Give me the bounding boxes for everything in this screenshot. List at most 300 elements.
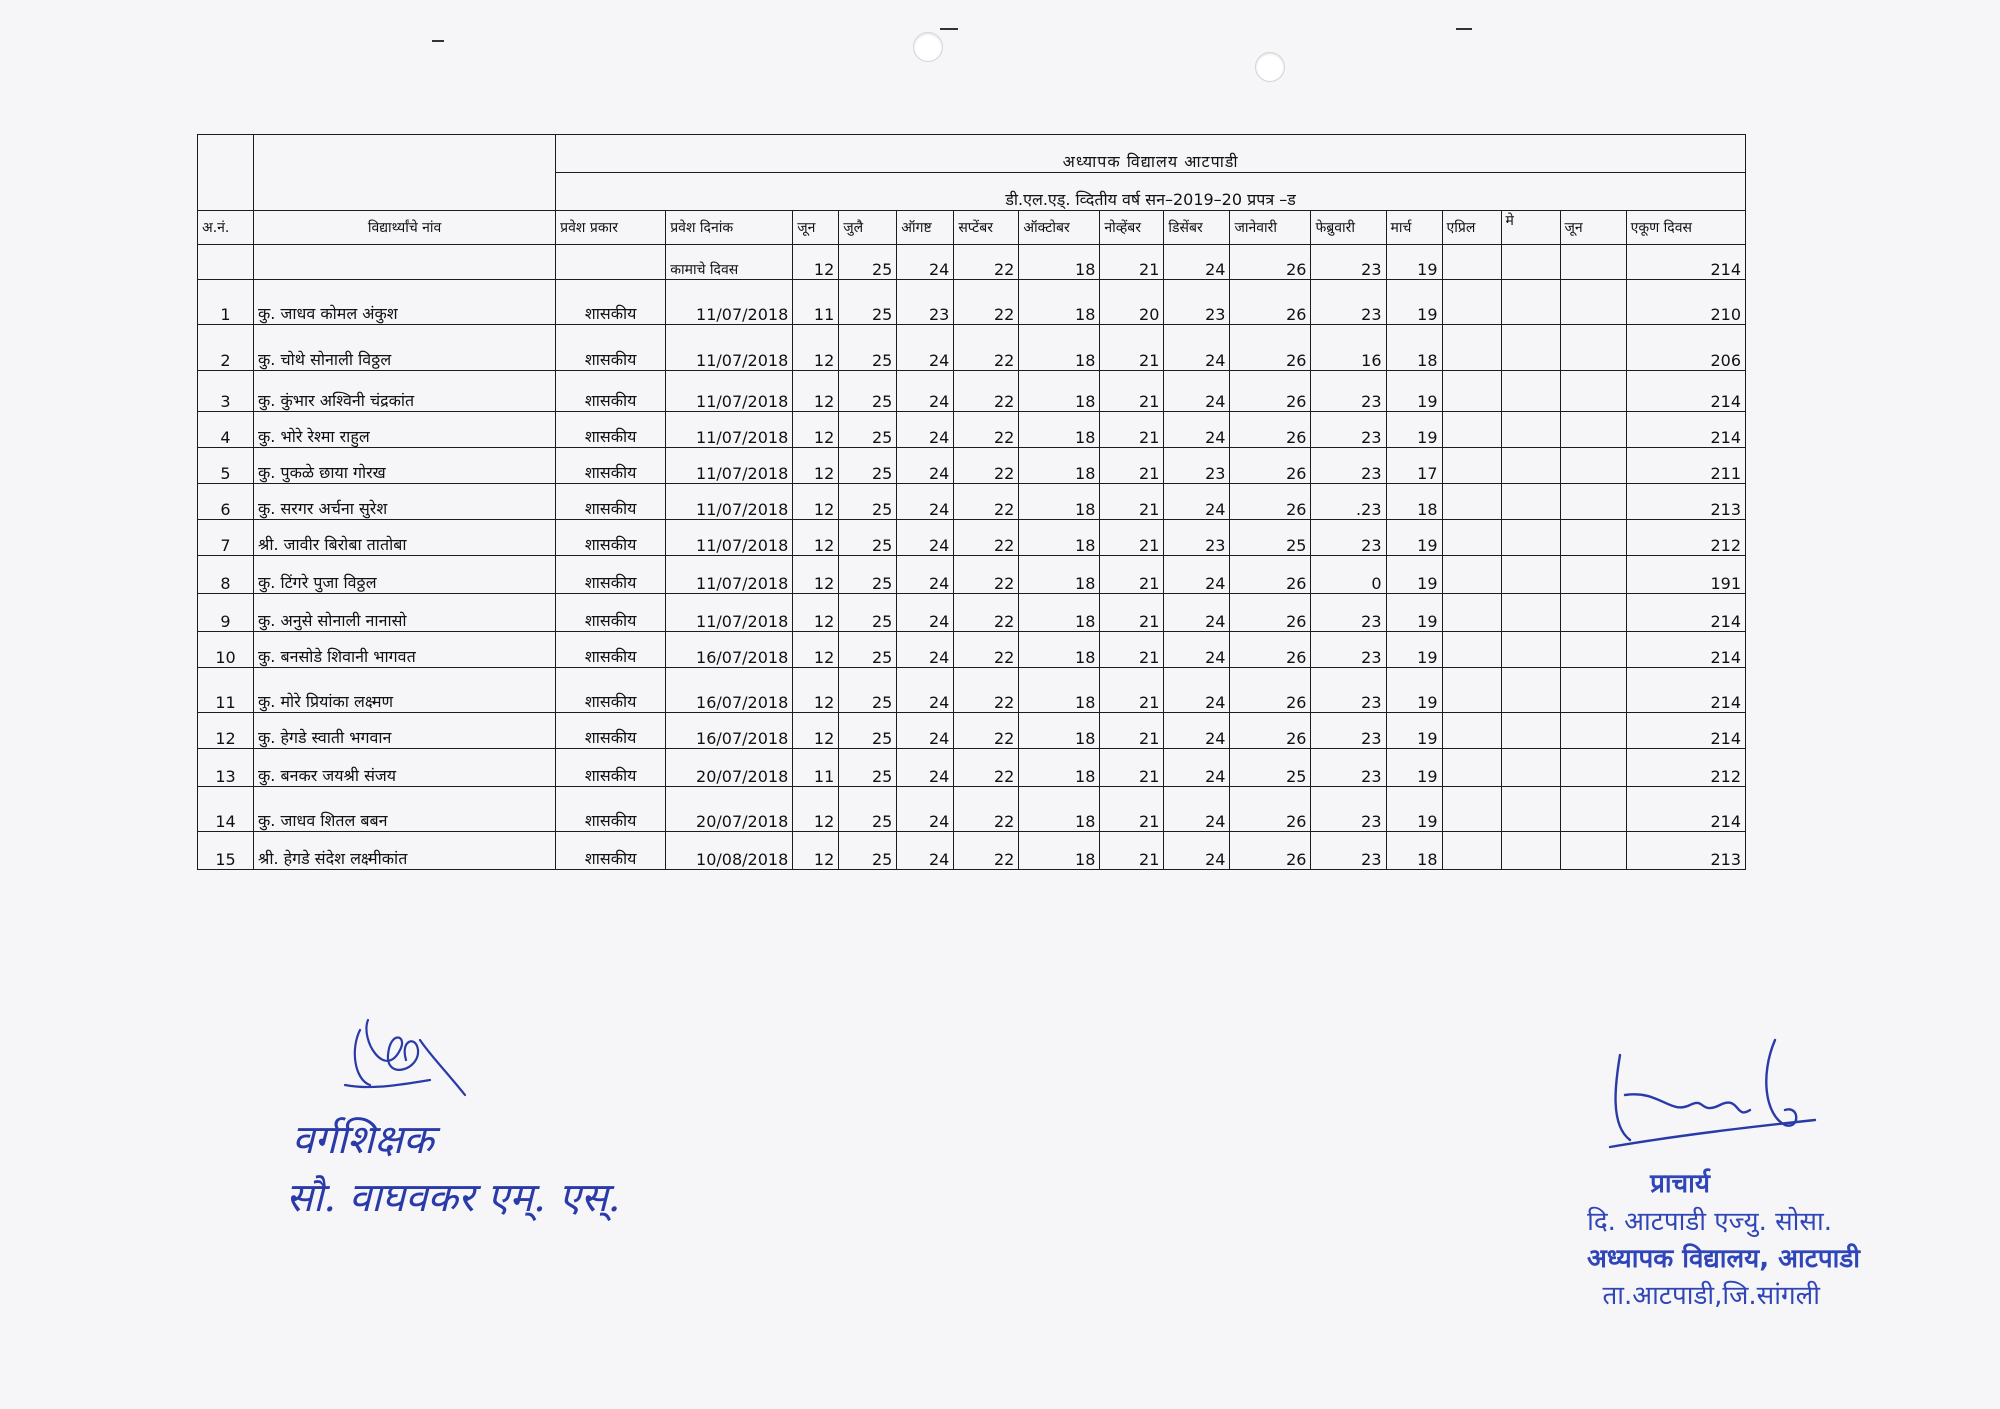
month-days-cell: 25 <box>839 787 897 832</box>
student-name-cell: कु. अनुसे सोनाली नानासो <box>254 594 556 632</box>
month-days-cell <box>1560 448 1626 484</box>
month-days-cell: 21 <box>1100 632 1164 668</box>
student-name-cell: कु. कुंभार अश्विनी चंद्रकांत <box>254 371 556 412</box>
month-days-cell: 25 <box>839 594 897 632</box>
month-days-cell: 12 <box>793 556 839 594</box>
table-row <box>198 412 1746 448</box>
month-days-cell: 26 <box>1230 484 1311 520</box>
month-days-cell: 18 <box>1386 325 1442 371</box>
month-days-cell <box>1560 594 1626 632</box>
month-days-cell: 18 <box>1019 668 1100 713</box>
month-days-cell: 22 <box>954 668 1019 713</box>
total-days-cell: 212 <box>1626 520 1745 556</box>
admission-date-cell: 10/08/2018 <box>666 832 793 870</box>
month-days-cell <box>1501 594 1560 632</box>
admission-date-cell: 11/07/2018 <box>666 520 793 556</box>
month-days-cell <box>1560 325 1626 371</box>
table-row <box>198 713 1746 749</box>
month-days-cell: 22 <box>954 632 1019 668</box>
month-days-cell: 18 <box>1019 325 1100 371</box>
admission-type-cell: शासकीय <box>556 749 666 787</box>
month-days-cell: 12 <box>793 594 839 632</box>
class-teacher-role: वर्गशिक्षक <box>292 1117 434 1163</box>
total-days-cell: 206 <box>1626 325 1745 371</box>
month-days-cell: 24 <box>897 594 954 632</box>
month-days-cell: 25 <box>839 632 897 668</box>
serial-number-cell: 10 <box>198 632 254 668</box>
month-days-cell: 24 <box>897 713 954 749</box>
month-days-cell: 23 <box>1311 749 1386 787</box>
month-days-cell: 25 <box>839 713 897 749</box>
working-days-value: 19 <box>1386 245 1442 280</box>
document-subtitle: डी.एल.एड्. व्दितीय वर्ष सन–2019–20 प्रपत्र –ड <box>556 173 1746 211</box>
serial-number-cell: 12 <box>198 713 254 749</box>
working-days-value: 24 <box>897 245 954 280</box>
working-days-label: कामाचे दिवस <box>666 245 793 280</box>
month-days-cell: 25 <box>839 749 897 787</box>
month-days-cell: 25 <box>839 412 897 448</box>
month-days-cell: 26 <box>1230 412 1311 448</box>
admission-date-cell: 11/07/2018 <box>666 371 793 412</box>
month-days-cell: 22 <box>954 325 1019 371</box>
month-days-cell <box>1501 325 1560 371</box>
student-name-cell: कु. जाधव कोमल अंकुश <box>254 280 556 325</box>
month-days-cell: 12 <box>793 325 839 371</box>
month-days-cell <box>1442 448 1501 484</box>
table-row <box>198 668 1746 713</box>
working-days-value <box>1560 245 1626 280</box>
student-name-cell: कु. बनसोडे शिवानी भागवत <box>254 632 556 668</box>
serial-number-cell: 5 <box>198 448 254 484</box>
student-name-cell: कु. चोथे सोनाली विठ्ठल <box>254 325 556 371</box>
header-sr: अ.नं. <box>198 211 254 245</box>
month-days-cell: 22 <box>954 520 1019 556</box>
serial-number-cell: 8 <box>198 556 254 594</box>
class-teacher-signature <box>330 1010 480 1120</box>
month-days-cell: 23 <box>1311 520 1386 556</box>
month-days-cell: 25 <box>839 371 897 412</box>
month-days-cell: 21 <box>1100 520 1164 556</box>
header-month: जून <box>1560 211 1626 245</box>
table-row <box>198 484 1746 520</box>
scan-mark <box>432 40 444 42</box>
month-days-cell: 22 <box>954 412 1019 448</box>
month-days-cell: 23 <box>1311 713 1386 749</box>
month-days-cell: 24 <box>897 749 954 787</box>
student-name-cell: कु. सरगर अर्चना सुरेश <box>254 484 556 520</box>
month-days-cell <box>1442 520 1501 556</box>
admission-date-cell: 11/07/2018 <box>666 556 793 594</box>
working-days-total: 214 <box>1626 245 1745 280</box>
month-days-cell: 22 <box>954 594 1019 632</box>
blank-cell <box>556 245 666 280</box>
table-row <box>198 556 1746 594</box>
month-days-cell: 18 <box>1019 832 1100 870</box>
month-days-cell <box>1442 787 1501 832</box>
month-days-cell: 18 <box>1019 448 1100 484</box>
month-days-cell: 19 <box>1386 749 1442 787</box>
punch-hole <box>913 32 943 62</box>
table-row <box>198 520 1746 556</box>
working-days-value: 23 <box>1311 245 1386 280</box>
month-days-cell: 12 <box>793 713 839 749</box>
admission-type-cell: शासकीय <box>556 280 666 325</box>
month-days-cell: 21 <box>1100 448 1164 484</box>
month-days-cell: 24 <box>1164 668 1230 713</box>
month-days-cell <box>1442 749 1501 787</box>
total-days-cell: 214 <box>1626 412 1745 448</box>
stamp-line: दि. आटपाडी एज्यु. सोसा. <box>1587 1207 1832 1237</box>
month-days-cell: 23 <box>1311 832 1386 870</box>
total-days-cell: 214 <box>1626 787 1745 832</box>
table-row <box>198 371 1746 412</box>
month-days-cell: 25 <box>839 668 897 713</box>
month-days-cell: 24 <box>897 520 954 556</box>
month-days-cell: 24 <box>1164 325 1230 371</box>
month-days-cell: 23 <box>897 280 954 325</box>
month-days-cell: 26 <box>1230 713 1311 749</box>
month-days-cell: 12 <box>793 520 839 556</box>
month-days-cell <box>1442 832 1501 870</box>
total-days-cell: 214 <box>1626 713 1745 749</box>
header-month: जुलै <box>839 211 897 245</box>
month-days-cell: 17 <box>1386 448 1442 484</box>
month-days-cell: 21 <box>1100 668 1164 713</box>
admission-type-cell: शासकीय <box>556 520 666 556</box>
month-days-cell <box>1501 371 1560 412</box>
serial-number-cell: 14 <box>198 787 254 832</box>
month-days-cell <box>1560 713 1626 749</box>
serial-number-cell: 6 <box>198 484 254 520</box>
student-name-cell: कु. बनकर जयश्री संजय <box>254 749 556 787</box>
working-days-value: 25 <box>839 245 897 280</box>
stamp-line: अध्यापक विद्यालय, आटपाडी <box>1586 1244 1860 1274</box>
month-days-cell: 18 <box>1019 520 1100 556</box>
month-days-cell <box>1560 668 1626 713</box>
working-days-value: 12 <box>793 245 839 280</box>
student-name-cell: कु. जाधव शितल बबन <box>254 787 556 832</box>
month-days-cell: 18 <box>1019 556 1100 594</box>
student-name-cell: कु. मोरे प्रियांका लक्ष्मण <box>254 668 556 713</box>
month-days-cell: 25 <box>839 325 897 371</box>
month-days-cell: .23 <box>1311 484 1386 520</box>
month-days-cell: 18 <box>1019 412 1100 448</box>
admission-type-cell: शासकीय <box>556 632 666 668</box>
month-days-cell: 22 <box>954 713 1019 749</box>
serial-number-cell: 3 <box>198 371 254 412</box>
month-days-cell: 24 <box>1164 832 1230 870</box>
student-name-cell: श्री. हेगडे संदेश लक्ष्मीकांत <box>254 832 556 870</box>
month-days-cell: 12 <box>793 412 839 448</box>
serial-number-cell: 11 <box>198 668 254 713</box>
header-total: एकूण दिवस <box>1626 211 1745 245</box>
table-row <box>198 448 1746 484</box>
admission-type-cell: शासकीय <box>556 832 666 870</box>
month-days-cell: 20 <box>1100 280 1164 325</box>
principal-role: प्राचार्य <box>1650 1169 1710 1199</box>
header-month: एप्रिल <box>1442 211 1501 245</box>
month-days-cell <box>1442 668 1501 713</box>
month-days-cell: 23 <box>1311 668 1386 713</box>
total-days-cell: 212 <box>1626 749 1745 787</box>
month-days-cell <box>1501 713 1560 749</box>
student-rows <box>198 280 1746 870</box>
header-month: सप्टेंबर <box>954 211 1019 245</box>
working-days-row <box>198 245 1746 280</box>
working-days-value: 21 <box>1100 245 1164 280</box>
serial-number-cell: 2 <box>198 325 254 371</box>
month-days-cell: 25 <box>839 520 897 556</box>
serial-number-cell: 9 <box>198 594 254 632</box>
month-days-cell: 26 <box>1230 371 1311 412</box>
admission-type-cell: शासकीय <box>556 325 666 371</box>
working-days-value: 26 <box>1230 245 1311 280</box>
attendance-register-table <box>197 134 1746 870</box>
serial-number-cell: 1 <box>198 280 254 325</box>
admission-date-cell: 11/07/2018 <box>666 325 793 371</box>
punch-hole <box>1255 52 1285 82</box>
blank-cell <box>198 245 254 280</box>
month-days-cell: 11 <box>793 749 839 787</box>
month-days-cell: 18 <box>1019 632 1100 668</box>
admission-type-cell: शासकीय <box>556 556 666 594</box>
month-days-cell: 26 <box>1230 325 1311 371</box>
working-days-value: 18 <box>1019 245 1100 280</box>
month-days-cell: 23 <box>1164 448 1230 484</box>
month-days-cell: 26 <box>1230 632 1311 668</box>
month-days-cell <box>1442 371 1501 412</box>
admission-date-cell: 11/07/2018 <box>666 594 793 632</box>
admission-date-cell: 16/07/2018 <box>666 713 793 749</box>
month-days-cell: 22 <box>954 280 1019 325</box>
month-days-cell: 24 <box>1164 484 1230 520</box>
month-days-cell: 25 <box>839 484 897 520</box>
month-days-cell: 19 <box>1386 632 1442 668</box>
header-month: ऑक्टोबर <box>1019 211 1100 245</box>
total-days-cell: 214 <box>1626 371 1745 412</box>
month-days-cell <box>1501 556 1560 594</box>
admission-type-cell: शासकीय <box>556 713 666 749</box>
month-days-cell: 24 <box>897 668 954 713</box>
total-days-cell: 214 <box>1626 668 1745 713</box>
month-days-cell <box>1501 520 1560 556</box>
month-days-cell: 19 <box>1386 713 1442 749</box>
month-days-cell: 12 <box>793 484 839 520</box>
month-days-cell: 25 <box>839 280 897 325</box>
serial-number-cell: 7 <box>198 520 254 556</box>
admission-date-cell: 16/07/2018 <box>666 668 793 713</box>
month-days-cell: 26 <box>1230 668 1311 713</box>
month-days-cell: 21 <box>1100 371 1164 412</box>
total-days-cell: 213 <box>1626 832 1745 870</box>
month-days-cell: 19 <box>1386 787 1442 832</box>
month-days-cell: 19 <box>1386 556 1442 594</box>
table-row <box>198 325 1746 371</box>
month-days-cell: 21 <box>1100 594 1164 632</box>
student-name-cell: कु. टिंगरे पुजा विठ्ठल <box>254 556 556 594</box>
month-days-cell: 18 <box>1019 594 1100 632</box>
working-days-value <box>1501 245 1560 280</box>
admission-date-cell: 16/07/2018 <box>666 632 793 668</box>
month-days-cell: 25 <box>1230 749 1311 787</box>
month-days-cell: 23 <box>1164 280 1230 325</box>
month-days-cell: 11 <box>793 280 839 325</box>
blank-cell <box>254 245 556 280</box>
scan-mark <box>940 28 958 30</box>
month-days-cell: 24 <box>897 448 954 484</box>
total-days-cell: 214 <box>1626 632 1745 668</box>
month-days-cell: 23 <box>1311 280 1386 325</box>
month-days-cell <box>1442 325 1501 371</box>
month-days-cell: 24 <box>897 412 954 448</box>
table-row <box>198 787 1746 832</box>
header-month: फेब्रुवारी <box>1311 211 1386 245</box>
table-row <box>198 632 1746 668</box>
month-days-cell: 21 <box>1100 412 1164 448</box>
working-days-value: 24 <box>1164 245 1230 280</box>
month-days-cell <box>1442 556 1501 594</box>
blank-cell <box>254 135 556 211</box>
month-days-cell: 22 <box>954 448 1019 484</box>
month-days-cell: 12 <box>793 448 839 484</box>
stamp-line: ता.आटपाडी,जि.सांगली <box>1602 1281 1820 1311</box>
month-days-cell <box>1442 594 1501 632</box>
month-days-cell: 25 <box>839 832 897 870</box>
total-days-cell: 214 <box>1626 594 1745 632</box>
admission-type-cell: शासकीय <box>556 787 666 832</box>
month-days-cell <box>1442 412 1501 448</box>
month-days-cell <box>1442 280 1501 325</box>
month-days-cell <box>1560 280 1626 325</box>
month-days-cell: 18 <box>1019 713 1100 749</box>
header-month: जून <box>793 211 839 245</box>
admission-date-cell: 11/07/2018 <box>666 412 793 448</box>
class-teacher-name: सौ. वाघवकर एम्. एस्. <box>286 1175 621 1221</box>
header-month: जानेवारी <box>1230 211 1311 245</box>
month-days-cell <box>1442 713 1501 749</box>
month-days-cell <box>1501 448 1560 484</box>
month-days-cell: 23 <box>1311 448 1386 484</box>
month-days-cell: 24 <box>897 787 954 832</box>
admission-type-cell: शासकीय <box>556 448 666 484</box>
month-days-cell: 23 <box>1311 632 1386 668</box>
admission-type-cell: शासकीय <box>556 412 666 448</box>
working-days-value <box>1442 245 1501 280</box>
month-days-cell <box>1560 520 1626 556</box>
month-days-cell <box>1560 371 1626 412</box>
month-days-cell: 26 <box>1230 280 1311 325</box>
month-days-cell: 19 <box>1386 594 1442 632</box>
month-days-cell: 24 <box>1164 632 1230 668</box>
table-row <box>198 594 1746 632</box>
month-days-cell: 24 <box>1164 713 1230 749</box>
month-days-cell: 0 <box>1311 556 1386 594</box>
month-days-cell: 12 <box>793 632 839 668</box>
month-days-cell <box>1501 280 1560 325</box>
month-days-cell: 22 <box>954 749 1019 787</box>
month-days-cell: 12 <box>793 371 839 412</box>
table-row <box>198 832 1746 870</box>
month-days-cell: 21 <box>1100 484 1164 520</box>
month-days-cell <box>1501 668 1560 713</box>
month-days-cell: 18 <box>1019 280 1100 325</box>
month-days-cell <box>1501 749 1560 787</box>
month-days-cell: 22 <box>954 484 1019 520</box>
month-days-cell: 19 <box>1386 371 1442 412</box>
month-days-cell: 24 <box>1164 749 1230 787</box>
month-days-cell <box>1501 484 1560 520</box>
month-days-cell <box>1501 412 1560 448</box>
month-days-cell: 21 <box>1100 713 1164 749</box>
admission-type-cell: शासकीय <box>556 484 666 520</box>
admission-date-cell: 11/07/2018 <box>666 484 793 520</box>
month-days-cell: 25 <box>839 448 897 484</box>
header-month: ऑगष्ट <box>897 211 954 245</box>
admission-date-cell: 20/07/2018 <box>666 787 793 832</box>
month-days-cell: 21 <box>1100 832 1164 870</box>
total-days-cell: 213 <box>1626 484 1745 520</box>
month-days-cell: 26 <box>1230 556 1311 594</box>
month-days-cell <box>1560 632 1626 668</box>
admission-type-cell: शासकीय <box>556 371 666 412</box>
admission-date-cell: 11/07/2018 <box>666 280 793 325</box>
month-days-cell: 23 <box>1311 371 1386 412</box>
header-month: नोव्हेंबर <box>1100 211 1164 245</box>
header-name: विद्यार्थ्यांचे नांव <box>254 211 556 245</box>
month-days-cell: 18 <box>1386 832 1442 870</box>
total-days-cell: 191 <box>1626 556 1745 594</box>
month-days-cell: 19 <box>1386 520 1442 556</box>
month-days-cell: 18 <box>1019 749 1100 787</box>
month-days-cell: 23 <box>1311 594 1386 632</box>
month-days-cell <box>1560 832 1626 870</box>
month-days-cell: 22 <box>954 371 1019 412</box>
month-days-cell: 24 <box>1164 556 1230 594</box>
month-days-cell: 21 <box>1100 787 1164 832</box>
month-days-cell: 18 <box>1019 371 1100 412</box>
header-admission-date: प्रवेश दिनांक <box>666 211 793 245</box>
month-days-cell <box>1560 484 1626 520</box>
month-days-cell: 24 <box>1164 412 1230 448</box>
month-days-cell: 24 <box>1164 371 1230 412</box>
month-days-cell <box>1501 787 1560 832</box>
total-days-cell: 211 <box>1626 448 1745 484</box>
month-days-cell <box>1560 749 1626 787</box>
month-days-cell: 26 <box>1230 787 1311 832</box>
month-days-cell: 24 <box>897 325 954 371</box>
month-days-cell: 23 <box>1164 520 1230 556</box>
month-days-cell: 22 <box>954 556 1019 594</box>
month-days-cell: 26 <box>1230 448 1311 484</box>
month-days-cell: 19 <box>1386 668 1442 713</box>
month-days-cell: 19 <box>1386 412 1442 448</box>
admission-date-cell: 11/07/2018 <box>666 448 793 484</box>
month-days-cell: 25 <box>1230 520 1311 556</box>
admission-type-cell: शासकीय <box>556 594 666 632</box>
student-name-cell: कु. भोरे रेश्मा राहुल <box>254 412 556 448</box>
month-days-cell: 16 <box>1311 325 1386 371</box>
month-days-cell: 22 <box>954 787 1019 832</box>
working-days-value: 22 <box>954 245 1019 280</box>
month-days-cell: 24 <box>897 371 954 412</box>
month-days-cell <box>1560 556 1626 594</box>
month-days-cell <box>1442 484 1501 520</box>
header-row <box>198 211 1746 245</box>
month-days-cell: 12 <box>793 787 839 832</box>
month-days-cell: 24 <box>1164 787 1230 832</box>
serial-number-cell: 13 <box>198 749 254 787</box>
student-name-cell: कु. पुकळे छाया गोरख <box>254 448 556 484</box>
